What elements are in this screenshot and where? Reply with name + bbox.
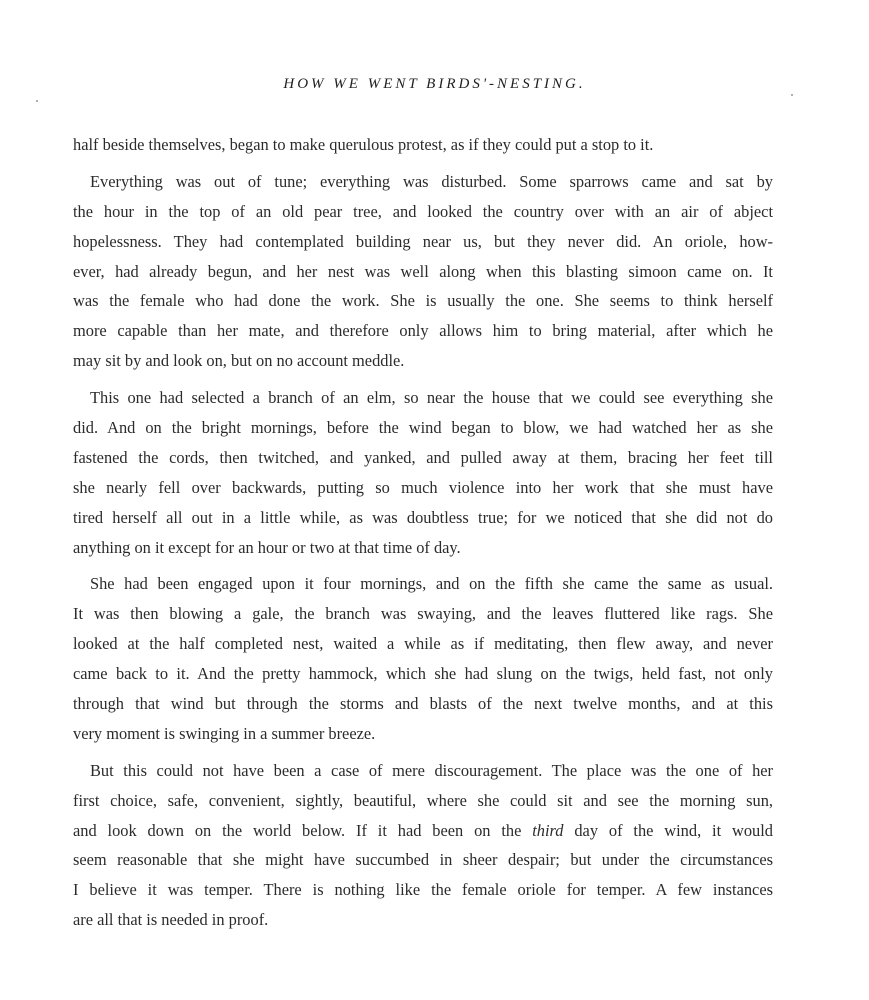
text-line: was the female who had done the work. She is usually the one. She seems to think herself [73, 291, 773, 311]
text-run: and look down on the world below. If it had been on the [73, 820, 533, 840]
text-line: This one had selected a branch of an elm, so near the house that we could see everything she [90, 388, 773, 408]
paper-speck [791, 94, 793, 96]
text-line: came back to it. And the pretty hammock, which she had slung on the twigs, held fast, not only [73, 664, 773, 684]
paragraph [73, 130, 773, 160]
text-line: looked at the half completed nest, waited a while as if meditating, then flew away, and never [73, 634, 773, 654]
text-line: seem reasonable that she might have succumbed in sheer despair; but under the circumstances [73, 850, 773, 870]
paragraph [73, 383, 773, 562]
text-line: I believe it was temper. There is nothing like the female oriole for temper. A few instances [73, 880, 773, 900]
text-line: did. And on the bright mornings, before the wind began to blow, we had watched her as she [73, 418, 773, 438]
text-line: Everything was out of tune; everything was disturbed. Some sparrows came and sat by [90, 171, 773, 191]
text-line: It was then blowing a gale, the branch was swaying, and the leaves fluttered like rags. She [73, 604, 773, 624]
text-run: day of the wind, it would [563, 820, 773, 840]
paper-speck [36, 100, 38, 102]
paragraph [73, 756, 773, 935]
text-line: half beside themselves, began to make querulous protest, as if they could put a stop to it. [73, 135, 654, 154]
text-line: may sit by and look on, but on no account meddle. [73, 351, 405, 371]
text-line: the hour in the top of an old pear tree, and looked the country over with an air of abject [73, 201, 773, 221]
text-line: more capable than her mate, and therefore only allows him to bring material, after which he [73, 321, 773, 341]
paragraph [73, 569, 773, 748]
text-line: ever, had already begun, and her nest was well along when this blasting simoon came on. It [73, 261, 773, 281]
paragraph [73, 167, 773, 376]
running-head: HOW WE WENT BIRDS'-NESTING. [283, 76, 586, 92]
text-line: first choice, safe, convenient, sightly, beautiful, where she could sit and see the morning sun, [73, 790, 773, 810]
text-line: she nearly fell over backwards, putting so much violence into her work that she must have [73, 477, 773, 497]
text-line: very moment is swinging in a summer breeze. [73, 723, 376, 743]
text-line: She had been engaged upon it four mornings, and on the fifth she came the same as usual. [90, 574, 773, 594]
text-line: But this could not have been a case of mere discouragement. The place was the one of her [90, 760, 773, 780]
text-line: are all that is needed in proof. [73, 910, 269, 930]
text-line: fastened the cords, then twitched, and yanked, and pulled away at them, bracing her feet till [73, 447, 773, 467]
body-text [73, 130, 773, 942]
text-line: hopelessness. They had contemplated building near us, but they never did. An oriole, how- [73, 231, 773, 251]
italic-word: third [532, 820, 564, 840]
text-line: anything on it except for an hour or two at that time of day. [73, 537, 461, 557]
text-line-with-italic [73, 816, 773, 846]
text-line: tired herself all out in a little while, as was doubtless true; for we noticed that she did not do [73, 507, 773, 527]
text-line: through that wind but through the storms and blasts of the next twelve months, and at this [73, 694, 773, 714]
